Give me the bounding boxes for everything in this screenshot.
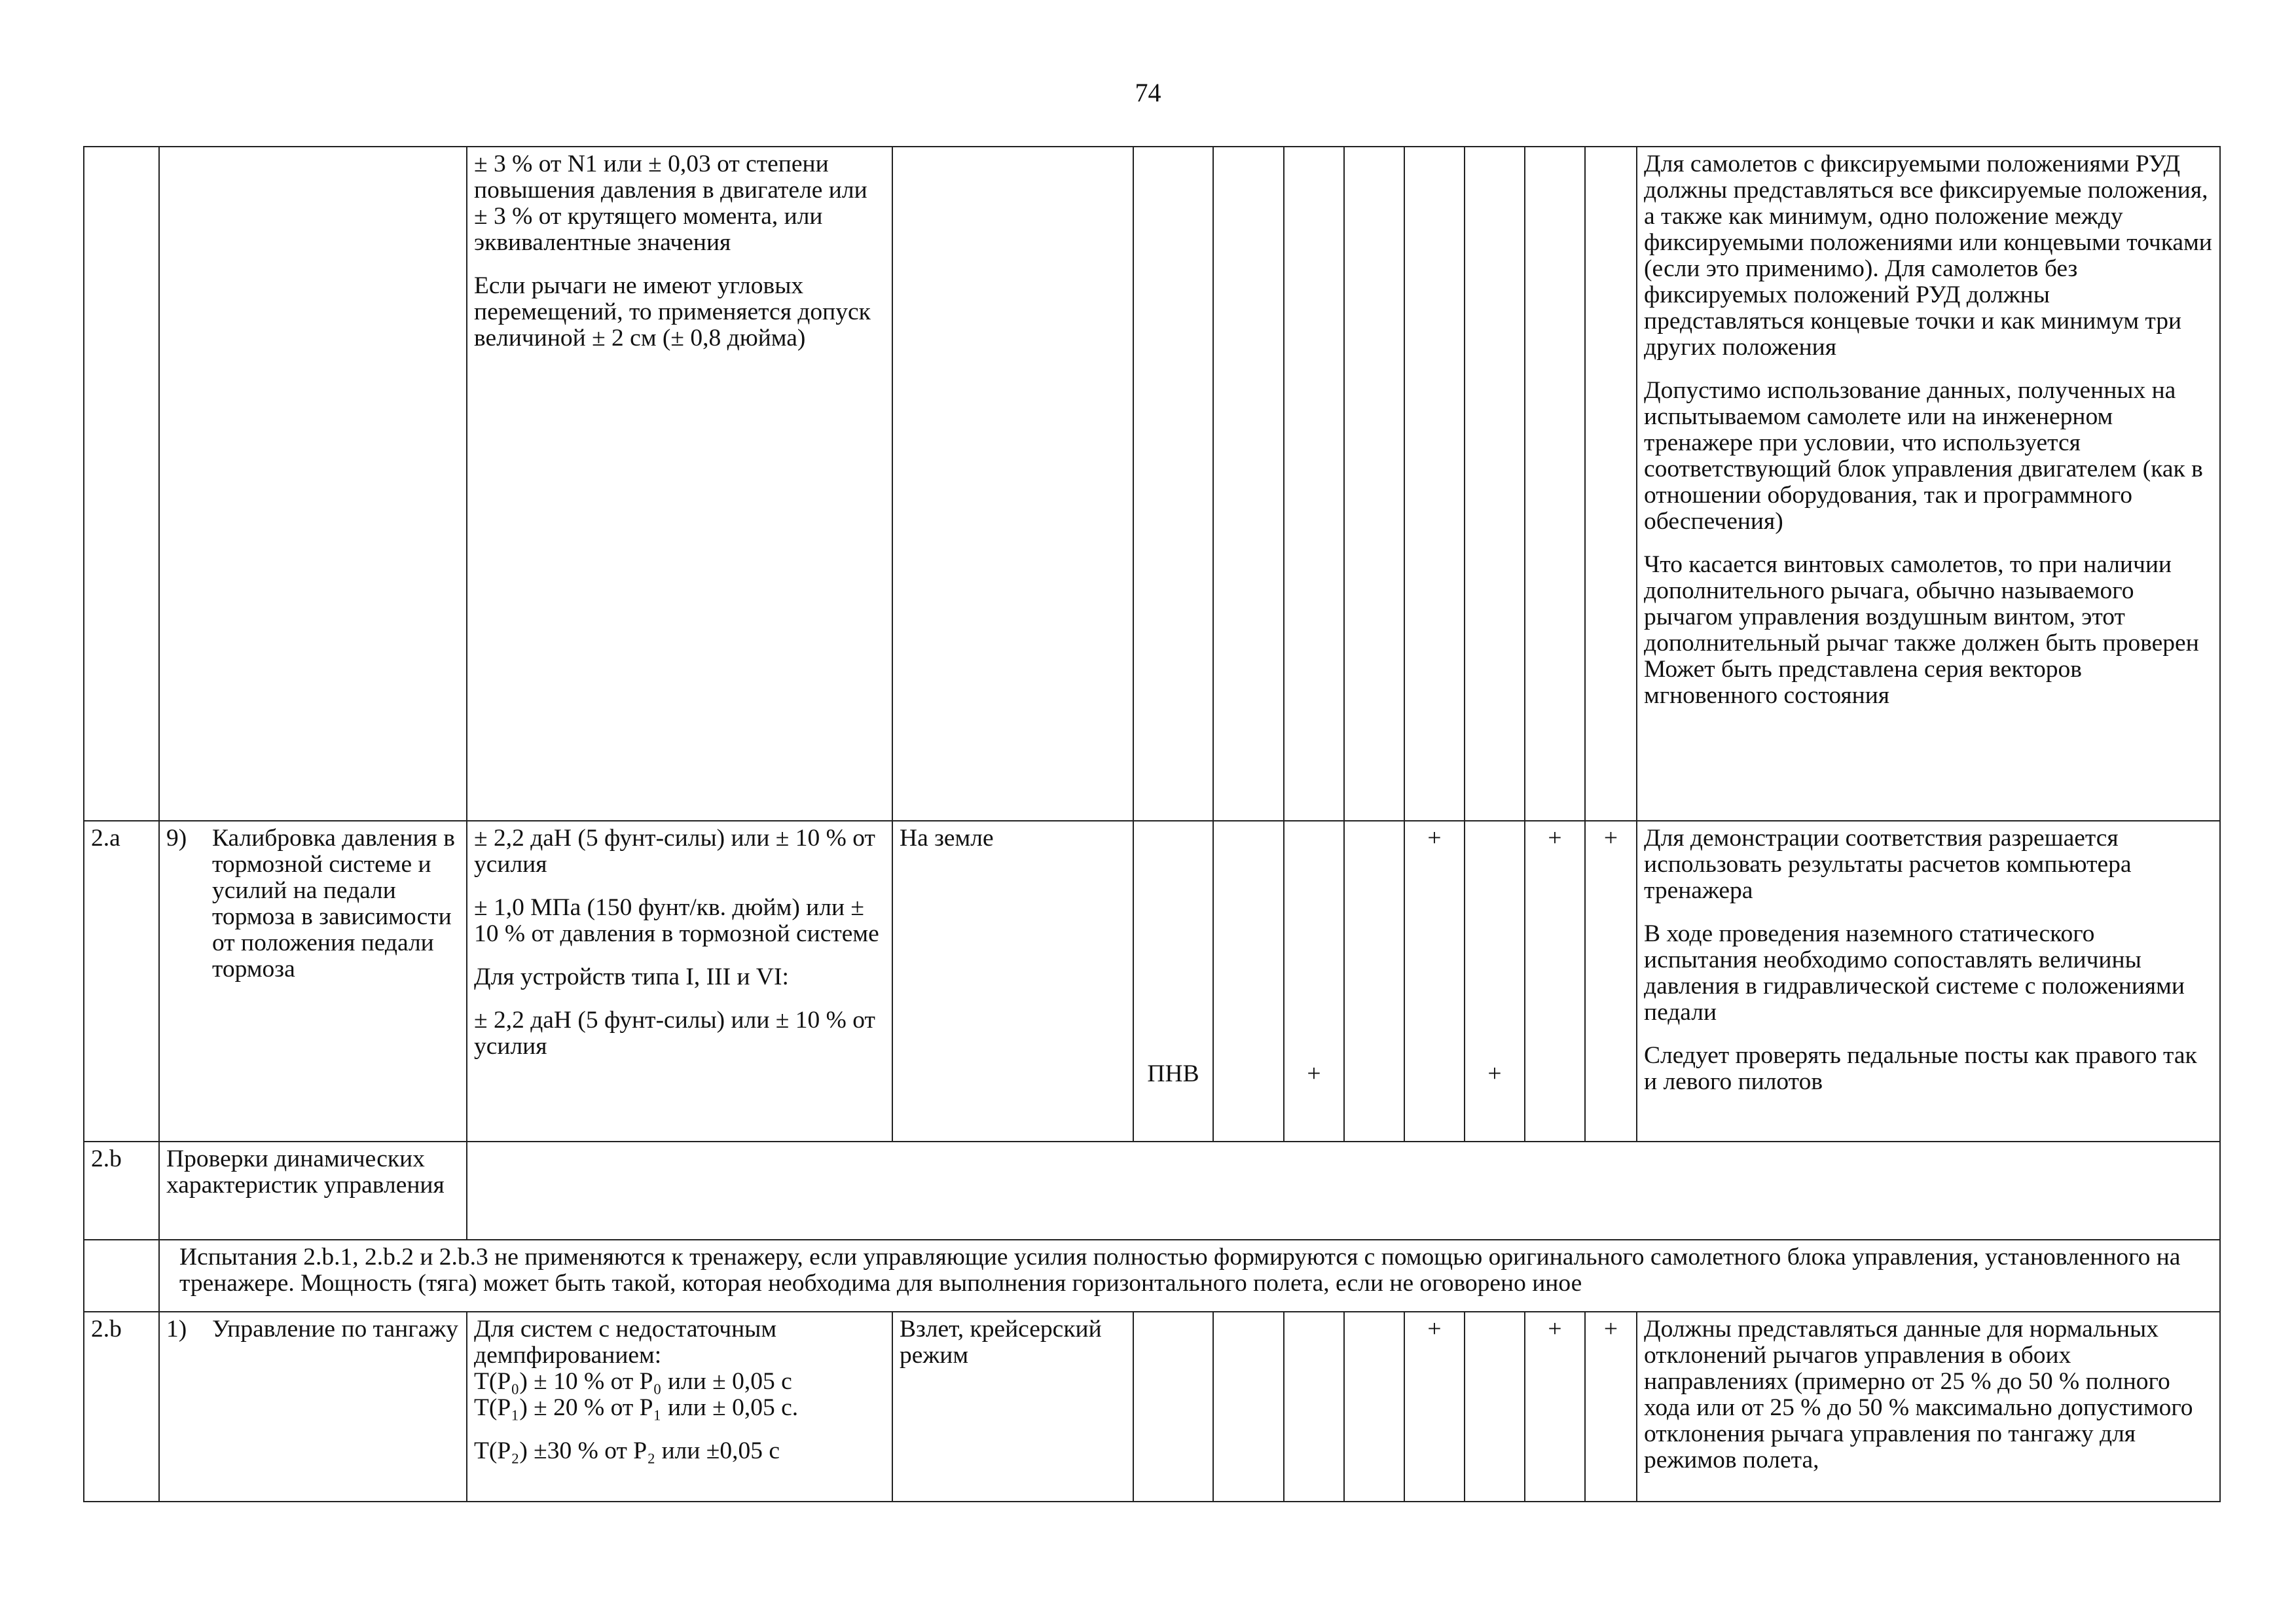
item-title: Управление по тангажу	[212, 1316, 458, 1343]
mark-cell	[1133, 147, 1213, 821]
tolerance-text: ± 3 % от N1 или ± 0,03 от степени повышения давления в двигателе или ± 3 % от крутящего момента, или эквивалентные значения	[474, 151, 867, 256]
mark-cell	[1465, 147, 1525, 821]
mark-cell	[1465, 1312, 1525, 1502]
mark-cell: +	[1585, 821, 1637, 1142]
note-text: Может быть представлена серия векторов мгновенного состояния	[1644, 656, 2082, 709]
condition-cell	[892, 147, 1133, 821]
mark-cell	[1585, 147, 1637, 821]
mark-cell	[1344, 1312, 1404, 1502]
code-cell	[84, 1240, 159, 1312]
item-cell	[159, 821, 467, 1142]
mark-cell	[1133, 1312, 1213, 1502]
note-text: Для самолетов с фиксируемыми положениями РУД должны представляться все фиксируемые положения, а также как минимум, одно положение между фиксируемыми положениями или концевыми точками (если это применимо). Для самолетов без фиксируемых положений РУД должны представляться концевые точки и как минимум три других положения	[1644, 151, 2212, 361]
table-row-continued	[84, 147, 2220, 821]
item-number: 1)	[166, 1316, 187, 1343]
code-cell	[84, 147, 159, 821]
mark-cell	[1525, 147, 1585, 821]
code-cell: 2.b	[84, 1142, 159, 1240]
item-cell	[159, 1312, 467, 1502]
mark-cell	[1213, 147, 1284, 821]
sv-cell	[1133, 821, 1213, 1142]
mark-cell	[1404, 147, 1465, 821]
tolerance-text: Для устройств типа I, III и VI:	[474, 964, 789, 990]
tolerance-text: T(P₂) ±30 % от P₂ или ±0,05 с	[474, 1437, 780, 1464]
notes-cell: Должны представляться данные для нормальных отклонений рычагов управления в обоих направлениях (примерно от 25 % до 50 % полного хода или от 25 % до 50 % максимально допустимого отклонения рычага управления по тангажу для режимов полета,	[1637, 1312, 2220, 1502]
table-row-2a-9	[84, 821, 2220, 1142]
mark-plus: +	[1427, 825, 1442, 852]
notes-cell	[1637, 147, 2220, 821]
empty-merged-cell	[467, 1142, 2220, 1240]
tolerance-text: ± 2,2 даН (5 фунт-силы) или ± 10 % от усилия	[474, 825, 875, 878]
requirements-table	[83, 146, 2221, 1502]
code-cell: 2.a	[84, 821, 159, 1142]
mark-cell: +	[1525, 1312, 1585, 1502]
mark-cell	[1284, 821, 1344, 1142]
item-title: Калибровка давления в тормозной системе и усилий на педали тормоза в зависимости от положения педали тормоза	[212, 825, 455, 983]
mark-plus: +	[1487, 1060, 1502, 1087]
mark-cell	[1344, 821, 1404, 1142]
mark-cell: +	[1404, 1312, 1465, 1502]
note-text: Для демонстрации соответствия разрешается использовать результаты расчетов компьютера тренажера	[1644, 825, 2132, 904]
section-title: Проверки динамических характеристик управления	[159, 1142, 467, 1240]
note-text: Что касается винтовых самолетов, то при наличии дополнительного рычага, обычно называемого рычагом управления воздушным винтом, этот дополнительный рычаг также должен быть проверен	[1644, 551, 2199, 657]
mark-cell	[1213, 821, 1284, 1142]
tolerance-cell	[467, 821, 892, 1142]
mark-cell	[1344, 147, 1404, 821]
sv-label: ПНВ	[1147, 1060, 1199, 1087]
tolerance-text: Если рычаги не имеют угловых перемещений, то применяется допуск величиной ± 2 см (± 0,8 дюйма)	[474, 272, 871, 352]
condition-cell: Взлет, крейсерский режим	[892, 1312, 1133, 1502]
mark-cell	[1284, 147, 1344, 821]
table-row-2b-note	[84, 1240, 2220, 1312]
tolerance-text: T(P₁) ± 20 % от P₁ или ± 0,05 с.	[474, 1394, 799, 1421]
mark-cell	[1465, 821, 1525, 1142]
tolerance-text: T(P₀) ± 10 % от P₀ или ± 0,05 с	[474, 1368, 792, 1395]
code-cell: 2.b	[84, 1312, 159, 1502]
mark-cell: +	[1525, 821, 1585, 1142]
tolerance-text: ± 1,0 МПа (150 фунт/кв. дюйм) или ± 10 % от давления в тормозной системе	[474, 894, 879, 947]
note-text: Следует проверять педальные посты как правого так и левого пилотов	[1644, 1042, 2197, 1095]
mark-cell	[1404, 821, 1465, 1142]
section-note: Испытания 2.b.1, 2.b.2 и 2.b.3 не применяются к тренажеру, если управляющие усилия полностью формируются с помощью оригинального самолетного блока управления, установленного на тренажере. Мощность (тяга) может быть такой, которая необходима для выполнения горизонтального полета, если не оговорено иное	[159, 1240, 2220, 1312]
note-text: Допустимо использование данных, полученных на испытываемом самолете или на инженерном тренажере при условии, что используется соответствующий блок управления двигателем (как в отношении оборудования, так и программного обеспечения)	[1644, 377, 2203, 535]
tolerance-text: ± 2,2 даН (5 фунт-силы) или ± 10 % от усилия	[474, 1007, 875, 1060]
mark-cell: +	[1585, 1312, 1637, 1502]
tolerance-text: Для систем с недостаточным демпфированием:	[474, 1316, 777, 1369]
condition-cell: На земле	[892, 821, 1133, 1142]
page-number: 74	[1135, 78, 1161, 107]
mark-cell	[1284, 1312, 1344, 1502]
tolerance-cell	[467, 1312, 892, 1502]
tolerance-cell	[467, 147, 892, 821]
table-row-2b-1	[84, 1312, 2220, 1502]
notes-cell	[1637, 821, 2220, 1142]
mark-plus: +	[1307, 1060, 1321, 1087]
table-row-2b-header	[84, 1142, 2220, 1240]
mark-cell	[1213, 1312, 1284, 1502]
note-text: В ходе проведения наземного статического испытания необходимо сопоставлять величины давления в гидравлической системе с положениями педали	[1644, 920, 2185, 1026]
item-cell	[159, 147, 467, 821]
item-number: 9)	[166, 825, 187, 852]
